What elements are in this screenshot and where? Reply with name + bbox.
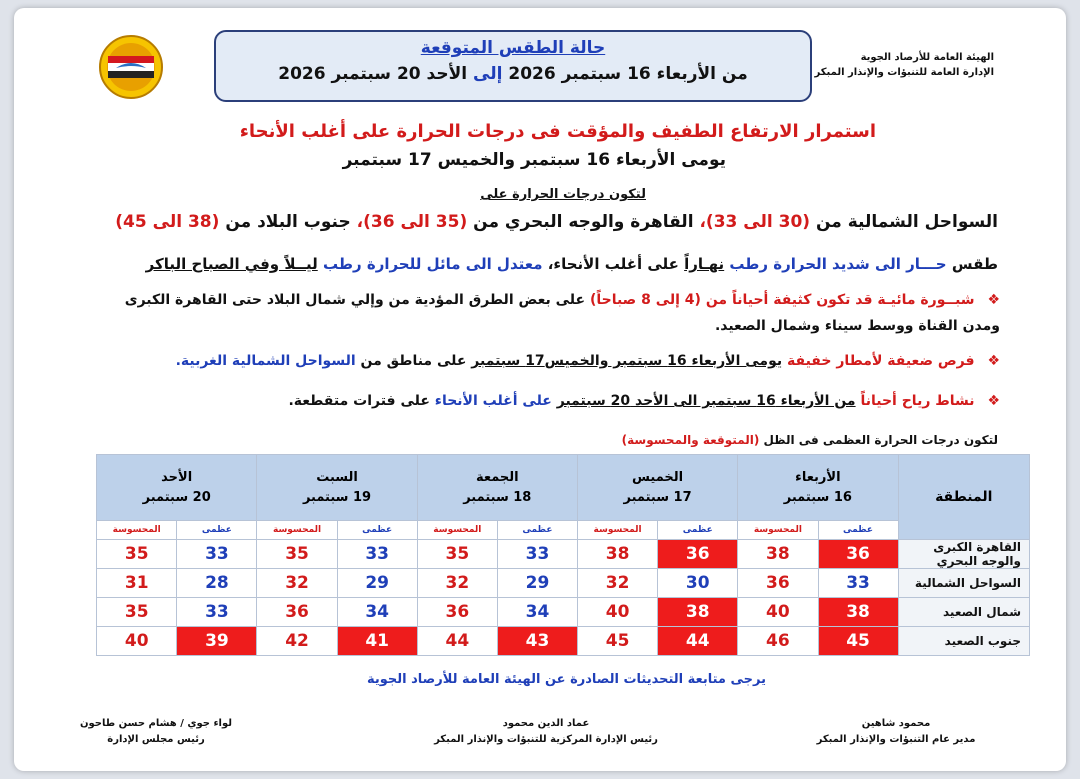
- max-cell: 33: [337, 540, 417, 569]
- rain-areas-label: على مناطق من: [360, 353, 467, 369]
- felt-cell: 36: [417, 598, 497, 627]
- max-subheader: عظمى: [337, 521, 417, 540]
- table-title-main: لتكون درجات الحرارة العظمى فى الظل: [763, 433, 998, 447]
- signatory-name: لواء جوي / هشام حسن طاحون: [79, 718, 233, 729]
- felt-cell: 40: [97, 627, 177, 656]
- day-name: الأحد: [161, 469, 193, 485]
- org-department: الإدارة العامة للتنبؤات والإنذار المبكر: [814, 67, 994, 78]
- period-to-word: إلى: [473, 64, 503, 84]
- max-cell: 30: [658, 569, 738, 598]
- table-header-row: [97, 455, 1030, 521]
- max-subheader: عظمى: [658, 521, 738, 540]
- max-cell: 29: [497, 569, 577, 598]
- max-cell: 44: [658, 627, 738, 656]
- table-row: [97, 598, 1030, 627]
- signature-block: [66, 716, 246, 748]
- cairo-range: (35 الى 36)،: [356, 212, 468, 232]
- max-cell: 36: [658, 540, 738, 569]
- day-name: الخميس: [632, 469, 684, 485]
- night-condition: معتدل الى مائل للحرارة رطب: [322, 255, 543, 273]
- felt-cell: 36: [257, 598, 337, 627]
- subheadline: يومى الأربعاء 16 سبتمبر والخميس 17 سبتمبر: [342, 150, 726, 170]
- south-range: (38 الى 45): [115, 212, 220, 232]
- bullet-rain: [176, 353, 1000, 369]
- felt-cell: 40: [577, 598, 657, 627]
- felt-subheader: المحسوسة: [257, 521, 337, 540]
- wind-area: على أغلب الأنحاء: [434, 393, 552, 409]
- north-coast-range: (30 الى 33)،: [699, 212, 811, 232]
- rain-region: السواحل الشمالية الغربية.: [175, 353, 356, 369]
- region-name: شمال الصعيد: [898, 598, 1030, 627]
- max-subheader: عظمى: [818, 521, 898, 540]
- signatory-name: محمود شاهين: [861, 718, 931, 729]
- signatory-role: مدير عام التنبؤات والإنذار المبكر: [816, 734, 976, 745]
- day-date: 17 سبتمبر: [623, 489, 692, 505]
- max-cell: 41: [337, 627, 417, 656]
- max-cell: 38: [818, 598, 898, 627]
- max-cell: 33: [818, 569, 898, 598]
- bullet-diamond-icon: ❖: [987, 353, 1000, 369]
- felt-cell: 45: [577, 627, 657, 656]
- max-cell: 28: [177, 569, 257, 598]
- region-column-header: المنطقة: [898, 455, 1030, 540]
- title-box: [214, 30, 812, 102]
- wind-frequency: على فترات متقطعة.: [288, 393, 430, 409]
- felt-cell: 32: [577, 569, 657, 598]
- table-title: [622, 433, 998, 447]
- day-time: نهـاراً: [684, 255, 725, 273]
- felt-cell: 40: [738, 598, 818, 627]
- max-subheader: عظمى: [177, 521, 257, 540]
- table-subheader-row: [97, 521, 1030, 540]
- wind-period: من الأربعاء 16 سبتمبر الى الأحد 20 سبتمبر: [556, 393, 856, 409]
- day-header: [577, 455, 737, 521]
- org-name: الهيئة العامة للأرصاد الجوية: [860, 52, 994, 63]
- max-cell: 29: [337, 569, 417, 598]
- table-row: [97, 627, 1030, 656]
- max-cell: 33: [497, 540, 577, 569]
- fog-hours: (4 إلى 8 صباحاً): [589, 292, 701, 308]
- followup-note: يرجى متابعة التحديثات الصادرة عن الهيئة العامة للأرصاد الجوية: [366, 672, 766, 687]
- signature-block: [786, 716, 1006, 748]
- period-line: [216, 64, 810, 84]
- day-name: السبت: [316, 469, 358, 485]
- night-time: ليــلاً وفي الصباح الباكر: [145, 255, 318, 273]
- felt-cell: 42: [257, 627, 337, 656]
- felt-subheader: المحسوسة: [577, 521, 657, 540]
- max-cell: 34: [497, 598, 577, 627]
- day-header: [97, 455, 257, 521]
- max-temperature-table: [96, 454, 1030, 656]
- bullet-diamond-icon: ❖: [987, 393, 1000, 409]
- felt-cell: 35: [257, 540, 337, 569]
- signatory-role: رئيس الإدارة المركزية للتنبؤات والإنذار المبكر: [434, 734, 658, 745]
- weather-description: [146, 255, 998, 273]
- max-cell: 39: [177, 627, 257, 656]
- signature-block: [416, 716, 676, 748]
- felt-cell: 35: [97, 540, 177, 569]
- day-date: 16 سبتمبر: [783, 489, 852, 505]
- felt-cell: 31: [97, 569, 177, 598]
- day-date: 19 سبتمبر: [302, 489, 372, 505]
- felt-subheader: المحسوسة: [738, 521, 818, 540]
- bullet-diamond-icon: ❖: [987, 292, 1000, 308]
- felt-cell: 35: [417, 540, 497, 569]
- north-coast-label: السواحل الشمالية من: [815, 212, 998, 232]
- felt-cell: 46: [738, 627, 818, 656]
- day-header: [738, 455, 898, 521]
- max-cell: 33: [177, 598, 257, 627]
- rain-days: يومى الأربعاء 16 سبتمبر والخميس17 سبتمبر: [471, 353, 783, 369]
- felt-cell: 35: [97, 598, 177, 627]
- temperature-ranges: [115, 212, 998, 232]
- max-cell: 43: [497, 627, 577, 656]
- day-header: [257, 455, 417, 521]
- south-label: جنوب البلاد من: [225, 212, 351, 232]
- region-name: جنوب الصعيد: [898, 627, 1030, 656]
- day-condition: حـــار الى شديد الحرارة رطب: [729, 255, 947, 273]
- day-name: الأربعاء: [795, 469, 841, 485]
- felt-cell: 38: [577, 540, 657, 569]
- felt-cell: 32: [417, 569, 497, 598]
- wind-text: نشاط رياح أحياناً: [860, 393, 975, 409]
- area-scope: على أغلب الأنحاء،: [547, 255, 679, 273]
- bullet-wind: [288, 393, 1000, 409]
- felt-cell: 44: [417, 627, 497, 656]
- period-from: من الأربعاء 16 سبتمبر 2026: [508, 64, 748, 84]
- felt-cell: 38: [738, 540, 818, 569]
- max-cell: 45: [818, 627, 898, 656]
- fog-areas: على بعض الطرق المؤدية من وإلي شمال البلاد حتى القاهرة الكبرى: [124, 292, 586, 308]
- forecast-document: [14, 8, 1066, 771]
- felt-subheader: المحسوسة: [417, 521, 497, 540]
- max-subheader: عظمى: [497, 521, 577, 540]
- max-cell: 34: [337, 598, 417, 627]
- region-name: القاهرة الكبرى والوجه البحري: [898, 540, 1030, 569]
- table-title-note: (المتوقعة والمحسوسة): [621, 433, 760, 447]
- period-to: الأحد 20 سبتمبر 2026: [278, 64, 468, 84]
- day-date: 20 سبتمبر: [142, 489, 211, 505]
- max-cell: 33: [177, 540, 257, 569]
- document-title: حالة الطقس المتوقعة: [420, 38, 606, 58]
- meteorological-authority-logo-icon: [98, 34, 164, 100]
- felt-subheader: المحسوسة: [97, 521, 177, 540]
- bullet-fog: [125, 292, 1000, 308]
- region-name: السواحل الشمالية: [898, 569, 1030, 598]
- weather-word: طقس: [951, 255, 998, 273]
- signatory-role: رئيس مجلس الإدارة: [107, 734, 205, 745]
- day-name: الجمعة: [475, 469, 519, 485]
- max-cell: 36: [818, 540, 898, 569]
- day-header: [417, 455, 577, 521]
- headline: استمرار الارتفاع الطفيف والمؤقت فى درجات الحرارة على أغلب الأنحاء: [239, 121, 876, 142]
- cairo-label: القاهرة والوجه البحري من: [473, 212, 694, 232]
- rain-text: فرص ضعيفة لأمطار خفيفة: [787, 353, 975, 369]
- day-date: 18 سبتمبر: [463, 489, 532, 505]
- temperature-intro: لتكون درجات الحرارة على: [480, 187, 646, 202]
- table-row: [97, 569, 1030, 598]
- felt-cell: 36: [738, 569, 818, 598]
- fog-areas-continued: ومدن القناة ووسط سيناء وشمال الصعيد.: [714, 318, 1000, 334]
- fog-text: شبــورة مائيـة قد تكون كثيفة أحياناً من: [705, 292, 975, 308]
- table-row: [97, 540, 1030, 569]
- felt-cell: 32: [257, 569, 337, 598]
- max-cell: 38: [658, 598, 738, 627]
- signatory-name: عماد الدين محمود: [502, 718, 590, 729]
